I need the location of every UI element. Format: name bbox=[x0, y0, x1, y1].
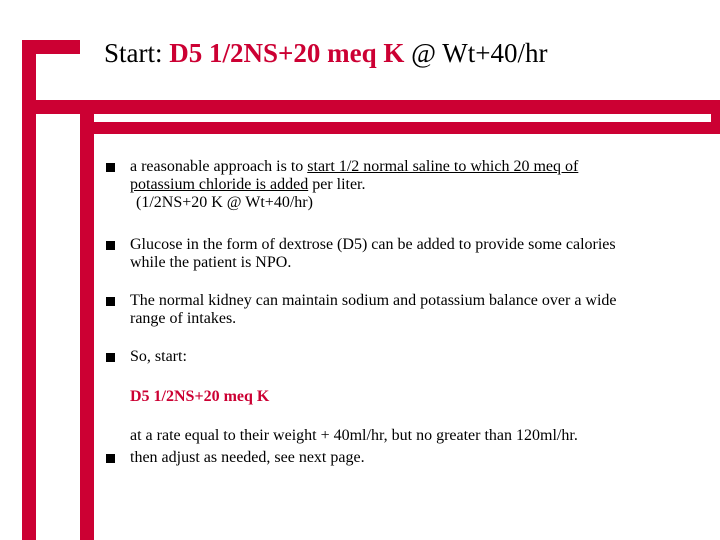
bullet-text-1 bbox=[130, 158, 578, 212]
frame-bar-right bbox=[711, 100, 720, 134]
title-prefix: Start: bbox=[104, 38, 163, 68]
bullet-3-line-1: The normal kidney can maintain sodium and potassium balance over a wide bbox=[130, 292, 617, 309]
bullet-1-tail: per liter. bbox=[312, 176, 366, 193]
bullet-text-4: So, start: bbox=[130, 348, 187, 365]
frame-bar-left bbox=[22, 40, 36, 540]
bullet-1-lead: a reasonable approach is to bbox=[130, 158, 304, 175]
bullet-3-line-2: range of intakes. bbox=[130, 310, 237, 327]
frame-gap bbox=[36, 54, 80, 100]
bullet-2-line-2: while the patient is NPO. bbox=[130, 254, 292, 271]
title-suffix: @ Wt+40/hr bbox=[411, 38, 548, 68]
bullet-text-3 bbox=[130, 292, 617, 328]
bullet-text-2 bbox=[130, 236, 616, 272]
bullet-icon bbox=[106, 297, 115, 306]
rate-line-2: then adjust as needed, see next page. bbox=[130, 449, 365, 466]
frame-bar-inner bbox=[80, 100, 94, 540]
title-highlight: D5 1/2NS+20 meq K bbox=[169, 38, 405, 68]
frame-bar-horizontal-lower bbox=[80, 122, 720, 134]
bullet-icon bbox=[106, 353, 115, 362]
bullet-icon bbox=[106, 241, 115, 250]
bullet-icon bbox=[106, 163, 115, 172]
bullet-2-line-1: Glucose in the form of dextrose (D5) can be added to provide some calories bbox=[130, 236, 616, 253]
prescription-text: D5 1/2NS+20 meq K bbox=[130, 388, 270, 405]
bullet-1-underlined-1: start 1/2 normal saline to which 20 meq of bbox=[307, 158, 579, 175]
bullet-1-formula: (1/2NS+20 K @ Wt+40/hr) bbox=[136, 194, 313, 211]
rate-line-1: at a rate equal to their weight + 40ml/hr, but no greater than 120ml/hr. bbox=[130, 427, 578, 444]
frame-bar-horizontal bbox=[22, 100, 720, 114]
bullet-icon bbox=[106, 454, 115, 463]
slide-title bbox=[104, 38, 548, 69]
bullet-1-underlined-2: potassium chloride is added bbox=[130, 176, 309, 193]
